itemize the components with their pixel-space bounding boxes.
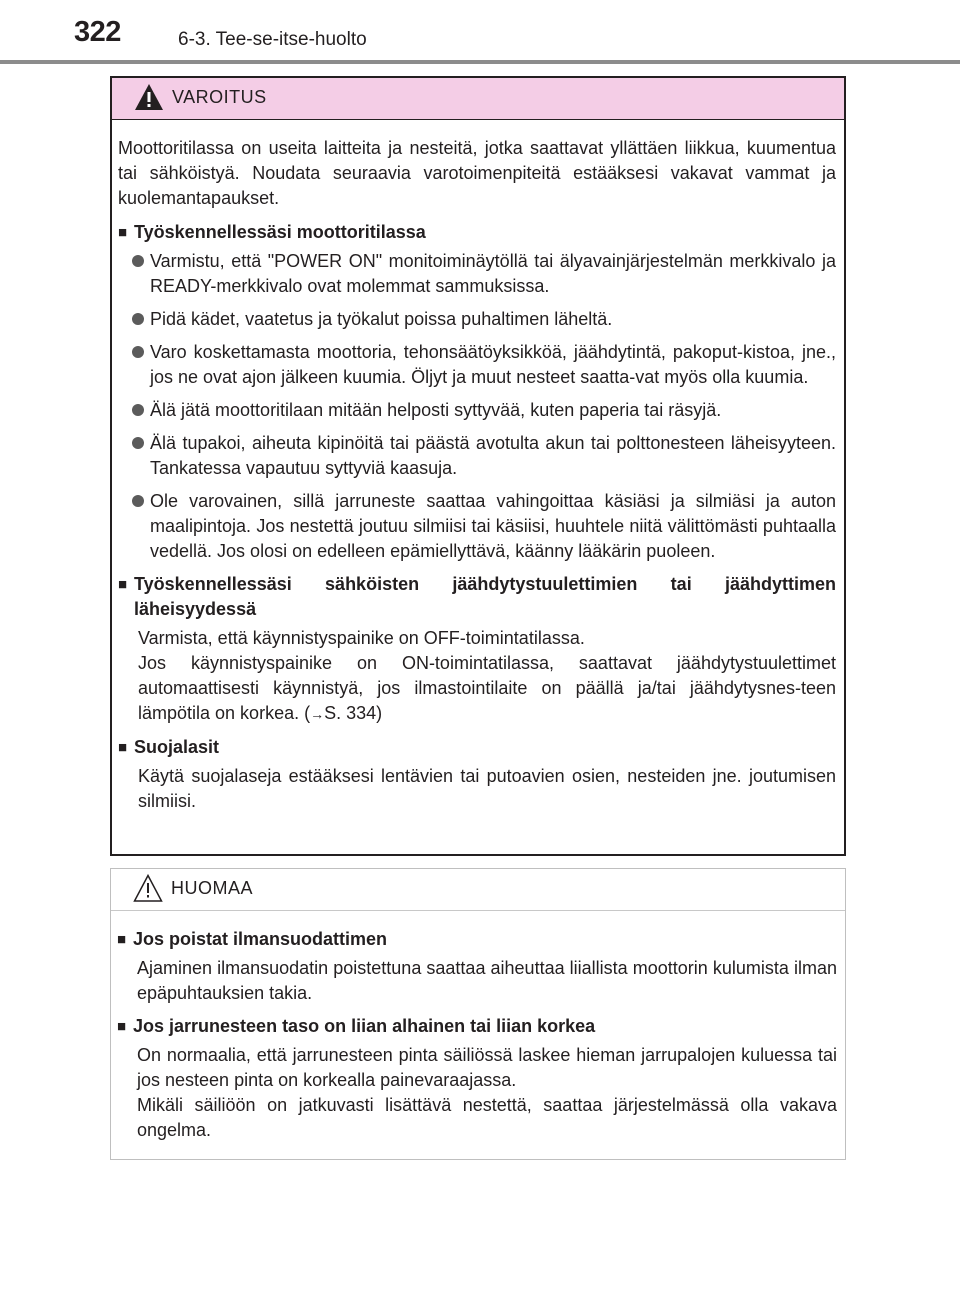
section-title-text: Jos jarrunesteen taso on liian alhainen tai liian korkea [133,1016,596,1036]
page-reference-link[interactable]: S. 334) [324,703,383,723]
section-title-text: Työskennellessäsi moottoritilassa [134,222,426,242]
bullet-dot-icon [132,313,144,325]
square-bullet-icon: ■ [118,224,128,241]
section-heading [117,927,837,952]
square-bullet-icon: ■ [118,739,128,756]
paragraph [138,651,836,727]
section-title: 6-3. Tee-se-itse-huolto [178,29,367,50]
warning-section-safety-glasses [118,735,836,814]
list-item-text: Pidä kädet, vaatetus ja työkalut poissa puhaltimen läheltä. [150,309,613,329]
list-item-text: Ole varovainen, sillä jarruneste saattaa vahingoittaa käsiäsi ja silmiäsi ja auton maalipintoja. Jos nestettä joutuu silmiisi tai käsiisi, huuhtele niitä välittömästi puhtaalla vedellä. Jos olosi on edelleen epämiellyttävä, käänny lääkärin puoleen. [150,491,836,561]
list-item-text: Älä jätä moottoritilaan mitään helposti syttyvää, kuten paperia tai räsyjä. [150,400,722,420]
list-item-text: Varo koskettamasta moottoria, tehonsäätöyksikköä, jäähdytintä, pakoput-kistoa, jne., jos ne ovat ajon jälkeen kuumia. Öljyt ja muut nesteet saatta-vat myös olla kuumia. [150,342,836,387]
notice-section-air-filter [117,927,837,1006]
bullet-dot-icon [132,495,144,507]
paragraph-text: Jos käynnistyspainike on ON-toimintatilassa, saattavat jäähdytystuulettimet automaattisesti käynnistyä, jos ilmastointilaite on päällä ja/tai jäähdytysnes-teen lämpötila on korkea. ( [138,653,836,723]
section-title-text: Jos poistat ilmansuodattimen [133,929,388,949]
bullet-dot-icon [132,404,144,416]
section-text [118,764,836,814]
notice-box [110,868,846,1160]
paragraph: Mikäli säiliöön on jatkuvasti lisättävä nestettä, saattaa järjestelmässä olla vakava ongelma. [137,1095,837,1140]
notice-section-brake-fluid [117,1014,837,1143]
list-item [118,398,836,423]
list-item [118,307,836,332]
header-rule [0,60,960,64]
paragraph: Ajaminen ilmansuodatin poistettuna saattaa aiheuttaa liiallista moottorin kulumista ilman epäpuhtauksien takia. [137,958,837,1003]
bullet-dot-icon [132,255,144,267]
bullet-dot-icon [132,437,144,449]
list-item [118,249,836,299]
notice-body [111,911,845,1143]
warning-box [110,76,846,856]
caution-triangle-icon [133,874,163,902]
square-bullet-icon: ■ [118,576,128,593]
notice-title: HUOMAA [171,878,254,898]
section-heading [118,220,836,245]
square-bullet-icon: ■ [117,931,127,948]
section-text [118,626,836,727]
section-heading [118,572,836,622]
bullet-dot-icon [132,346,144,358]
list-item [118,431,836,481]
list-item-text: Varmistu, että "POWER ON" monitoiminäytöllä tai älyavainjärjestelmän merkkivalo ja READY-merkkivalo ovat molemmat sammuksissa. [150,251,836,296]
square-bullet-icon: ■ [117,1018,127,1035]
paragraph: Varmista, että käynnistyspainike on OFF-toimintatilassa. [138,628,585,648]
page-number: 322 [74,16,121,48]
paragraph: Käytä suojalaseja estääksesi lentävien tai putoavien osien, nesteiden jne. joutumisen silmiisi. [138,766,836,811]
list-item [118,489,836,564]
warning-section-engine-bay [118,220,836,564]
list-item [118,340,836,390]
section-heading [118,735,836,760]
warning-header [112,78,844,120]
section-title-text: Työskennellessäsi sähköisten jäähdytystuulettimien tai jäähdyttimen läheisyydessä [134,574,836,619]
warning-section-cooling-fans [118,572,836,727]
page-header [0,0,960,64]
section-text [117,1043,837,1143]
notice-header [111,869,845,911]
arrow-right-icon: → [310,706,325,722]
warning-triangle-icon [134,83,164,111]
warning-intro: Moottoritilassa on useita laitteita ja nesteitä, jotka saattavat yllättäen liikkua, kuumentua tai sähköistyä. Noudata seuraavia varotoimenpiteitä estääksesi vakavat vammat ja kuolemantapaukset. [118,138,836,208]
list-item-text: Älä tupakoi, aiheuta kipinöitä tai päästä avotulta akun tai polttonesteen läheisyyteen. Tankatessa vapautuu syttyviä kaasuja. [150,433,836,478]
section-title-text: Suojalasit [134,737,220,757]
section-text [117,956,837,1006]
section-heading [117,1014,837,1039]
warning-title: VAROITUS [172,87,267,107]
warning-body [112,120,844,814]
paragraph: On normaalia, että jarrunesteen pinta säiliössä laskee hieman jarrupalojen kuluessa tai jos nesteen pinta on korkealla painevaraajassa. [137,1045,837,1090]
